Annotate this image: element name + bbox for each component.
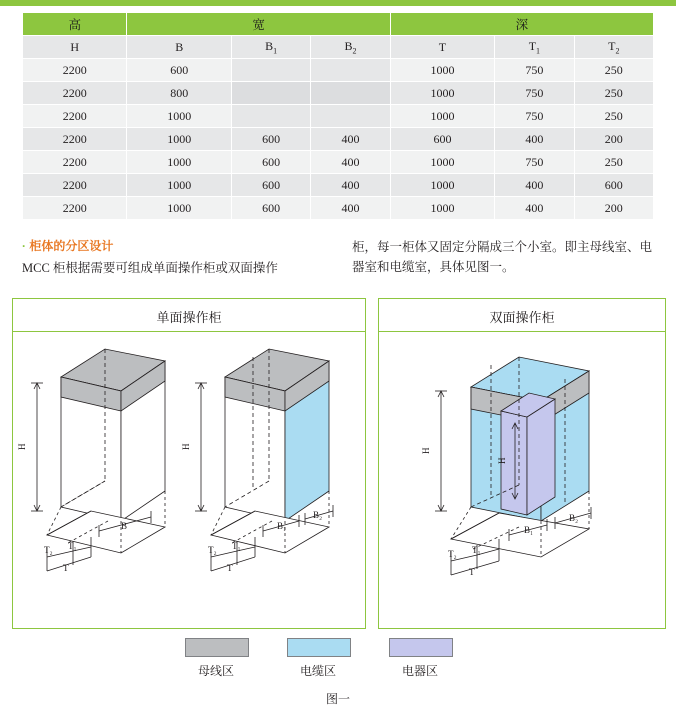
cell-B2: [311, 105, 390, 128]
label-T: T: [469, 567, 475, 577]
cell-T: 1000: [390, 59, 494, 82]
label-T2: T₂: [44, 545, 53, 555]
cell-T1: 400: [495, 197, 574, 220]
cell-B1: 600: [231, 151, 310, 174]
label-T: T: [63, 563, 69, 573]
legend-item-electrical: [389, 638, 451, 679]
label-B2: B₂: [569, 513, 579, 523]
cell-T1: 750: [495, 59, 574, 82]
section-title: [22, 237, 113, 254]
table-row: [23, 105, 654, 128]
cell-B: 1000: [127, 105, 231, 128]
cell-H: 2200: [23, 174, 127, 197]
cell-T: 1000: [390, 82, 494, 105]
label-T: T: [227, 563, 233, 573]
cell-T2: 200: [574, 128, 653, 151]
cell-B: 600: [127, 59, 231, 82]
figure-panel-single-side: [12, 298, 366, 629]
table-row: [23, 128, 654, 151]
label-B1: B₁: [277, 521, 287, 531]
panel-title-double-side: 双面操作柜: [489, 310, 555, 325]
label-B2: B₂: [313, 510, 323, 520]
bullet-icon: ·: [22, 239, 26, 253]
panel-divider: [379, 331, 665, 332]
cell-H: 2200: [23, 128, 127, 151]
cell-T1: 750: [495, 105, 574, 128]
col-header-H: H: [23, 36, 127, 59]
section-paragraph-right: 柜，每一柜体又固定分隔成三个小室。即主母线室、电器室和电缆室，具体见图一。: [352, 240, 653, 274]
table-group-header-row: [23, 13, 654, 36]
cell-H: 2200: [23, 151, 127, 174]
label-T1: T₁: [68, 541, 77, 551]
top-accent-bar: [0, 0, 676, 6]
table-row: [23, 197, 654, 220]
label-T2: T₂: [448, 549, 457, 559]
table-row: [23, 151, 654, 174]
cell-T: 1000: [390, 174, 494, 197]
cell-B2: 400: [311, 128, 390, 151]
spec-table: [22, 12, 654, 220]
cell-B1: 600: [231, 174, 310, 197]
cell-T1: 400: [495, 174, 574, 197]
cell-B1: [231, 105, 310, 128]
col-header-T: T: [390, 36, 494, 59]
cabinet-diagram-double-side: [379, 299, 663, 593]
legend-swatch-cable: [287, 638, 351, 657]
cell-B2: [311, 59, 390, 82]
label-B1: B₁: [524, 525, 534, 535]
cell-H: 2200: [23, 197, 127, 220]
cell-T2: 250: [574, 59, 653, 82]
cell-B2: [311, 82, 390, 105]
cell-T: 600: [390, 128, 494, 151]
cell-T: 1000: [390, 151, 494, 174]
section-title-text: 柜体的分区设计: [29, 239, 114, 253]
legend-swatch-electrical: [389, 638, 453, 657]
group-header-depth: 深: [390, 13, 653, 36]
col-header-B2: $B_2$: [311, 36, 390, 59]
cell-H: 2200: [23, 82, 127, 105]
cell-H: 2200: [23, 59, 127, 82]
group-header-height: 高: [23, 13, 127, 36]
label-B: B: [121, 521, 128, 531]
cell-T: 1000: [390, 105, 494, 128]
cabinet-diagram-single-side: [13, 299, 363, 593]
cell-T2: 250: [574, 82, 653, 105]
label-H-inner: H: [497, 457, 507, 464]
cell-T1: 750: [495, 151, 574, 174]
label-T1: T₁: [232, 541, 241, 551]
section-paragraph-left: MCC 柜根据需要可组成单面操作柜或双面操作: [22, 261, 278, 275]
table-row: [23, 82, 654, 105]
legend-label-cable: 电缆区: [299, 664, 336, 678]
cell-B2: 400: [311, 151, 390, 174]
col-header-T1: $T_1$: [495, 36, 574, 59]
cell-B: 800: [127, 82, 231, 105]
table-row: [23, 59, 654, 82]
legend: [0, 638, 676, 684]
panel-divider: [13, 331, 365, 332]
legend-item-busbar: [185, 638, 247, 679]
table-row: [23, 174, 654, 197]
cell-T2: 600: [574, 174, 653, 197]
cell-T1: 750: [495, 82, 574, 105]
legend-item-cable: [287, 638, 349, 679]
label-H: H: [17, 443, 27, 450]
cell-H: 2200: [23, 105, 127, 128]
cell-B1: 600: [231, 197, 310, 220]
label-H: H: [181, 443, 191, 450]
cell-B: 1000: [127, 174, 231, 197]
cell-B1: [231, 59, 310, 82]
cell-T2: 250: [574, 151, 653, 174]
cell-T2: 200: [574, 197, 653, 220]
figure-panel-double-side: [378, 298, 666, 629]
cell-B: 1000: [127, 128, 231, 151]
cell-B1: 600: [231, 128, 310, 151]
legend-swatch-busbar: [185, 638, 249, 657]
table-column-header-row: [23, 36, 654, 59]
legend-label-busbar: 母线区: [197, 664, 234, 678]
col-header-B: B: [127, 36, 231, 59]
cell-B2: 400: [311, 197, 390, 220]
legend-label-electrical: 电器区: [401, 664, 438, 678]
cell-T1: 400: [495, 128, 574, 151]
col-header-B1: $B_1$: [231, 36, 310, 59]
panel-title-single-side: 单面操作柜: [156, 310, 222, 325]
cell-T2: 250: [574, 105, 653, 128]
figure-caption: 图一: [325, 692, 350, 706]
group-header-width: 宽: [127, 13, 390, 36]
label-T1: T₁: [472, 545, 481, 555]
label-H: H: [421, 447, 431, 454]
cell-B: 1000: [127, 151, 231, 174]
cell-B: 1000: [127, 197, 231, 220]
cell-B1: [231, 82, 310, 105]
col-header-T2: $T_2$: [574, 36, 653, 59]
cell-T: 1000: [390, 197, 494, 220]
cell-B2: 400: [311, 174, 390, 197]
label-T2: T₂: [208, 545, 217, 555]
